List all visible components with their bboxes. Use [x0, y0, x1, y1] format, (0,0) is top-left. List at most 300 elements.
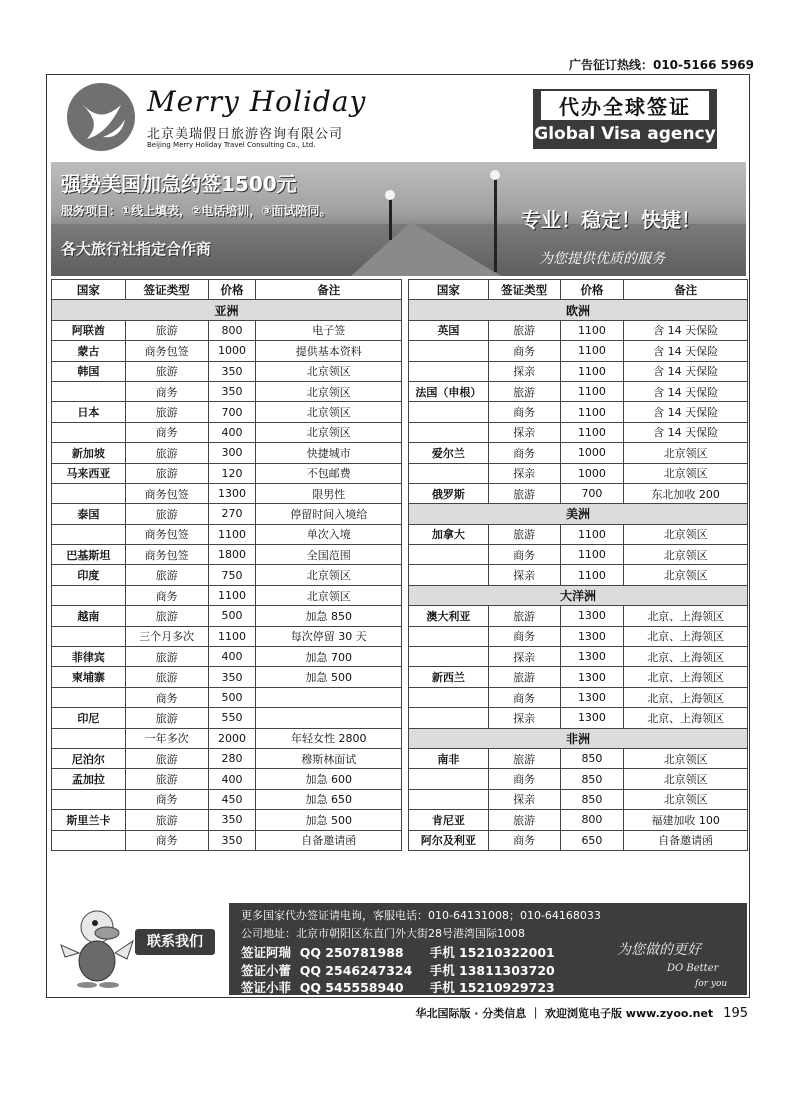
country-cell: 肯尼亚 — [409, 810, 489, 830]
price-cell: 850 — [560, 748, 624, 768]
visa-type-cell: 商务 — [488, 626, 560, 646]
visa-type-cell: 旅游 — [488, 483, 560, 503]
price-cell: 1100 — [560, 341, 624, 361]
asia-visa-table — [51, 279, 402, 851]
table-row — [52, 667, 402, 687]
price-cell: 1000 — [560, 463, 624, 483]
price-cell: 1100 — [560, 565, 624, 585]
price-cell: 1100 — [560, 402, 624, 422]
visa-type-cell: 商务 — [125, 422, 208, 442]
note-cell: 北京领区 — [624, 748, 748, 768]
visa-type-cell: 旅游 — [125, 647, 208, 667]
contact-hotline: 更多国家代办签证请电询，客服电话：010-64131008；010-64168033 — [241, 909, 601, 922]
col-price: 价格 — [208, 280, 256, 300]
visa-type-cell: 探亲 — [488, 789, 560, 809]
note-cell: 北京领区 — [256, 422, 402, 442]
country-cell — [409, 402, 489, 422]
price-cell: 1100 — [208, 626, 256, 646]
price-cell: 750 — [208, 565, 256, 585]
country-cell: 澳大利亚 — [409, 606, 489, 626]
table-row — [409, 483, 748, 503]
note-cell: 北京领区 — [256, 381, 402, 401]
country-cell: 俄罗斯 — [409, 483, 489, 503]
note-cell: 快捷城市 — [256, 443, 402, 463]
country-cell: 阿尔及利亚 — [409, 830, 489, 850]
visa-type-cell: 商务 — [488, 443, 560, 463]
country-cell — [409, 687, 489, 707]
company-name-en: Beijing Merry Holiday Travel Consulting Co., Ltd. — [147, 141, 316, 149]
region-heading: 非洲 — [409, 728, 748, 748]
contact-address: 公司地址：北京市朝阳区东直门外大街28号港湾国际1008 — [241, 927, 525, 940]
table-row — [52, 769, 402, 789]
banner-title: 强势美国加急约签1500元 — [61, 172, 297, 196]
visa-type-cell: 旅游 — [125, 748, 208, 768]
footer-text: 华北国际版 · 分类信息 ｜ 欢迎浏览电子版 www.zyoo.net — [415, 1007, 714, 1020]
note-cell: 北京领区 — [256, 585, 402, 605]
table-row — [52, 524, 402, 544]
lamp-icon — [490, 170, 500, 180]
table-row — [52, 381, 402, 401]
table-row — [52, 565, 402, 585]
tagline-en-2: for you — [695, 979, 728, 989]
col-visa-type: 签证类型 — [488, 280, 560, 300]
table-row — [52, 606, 402, 626]
table-row — [52, 585, 402, 605]
visa-type-cell: 商务 — [125, 830, 208, 850]
visa-type-cell: 旅游 — [488, 667, 560, 687]
visa-agency-en: Global Visa agency — [534, 124, 716, 144]
price-cell: 350 — [208, 361, 256, 381]
duck-mascot-icon — [57, 905, 135, 989]
table-row — [409, 341, 748, 361]
country-cell: 尼泊尔 — [52, 748, 126, 768]
region-row — [52, 300, 402, 320]
note-cell: 北京领区 — [624, 443, 748, 463]
note-cell: 北京领区 — [256, 565, 402, 585]
price-cell: 650 — [560, 830, 624, 850]
country-cell: 马来西亚 — [52, 463, 126, 483]
price-cell: 1000 — [560, 443, 624, 463]
price-cell: 1100 — [208, 585, 256, 605]
country-cell: 英国 — [409, 320, 489, 340]
table-row — [52, 789, 402, 809]
table-row — [52, 320, 402, 340]
price-cell: 1300 — [560, 647, 624, 667]
price-cell: 1300 — [560, 708, 624, 728]
visa-type-cell: 旅游 — [125, 320, 208, 340]
visa-type-cell: 旅游 — [125, 463, 208, 483]
price-cell: 850 — [560, 789, 624, 809]
price-cell: 1000 — [208, 341, 256, 361]
price-cell: 120 — [208, 463, 256, 483]
table-row — [52, 626, 402, 646]
table-row — [52, 810, 402, 830]
country-cell — [52, 381, 126, 401]
country-cell — [409, 626, 489, 646]
note-cell: 加急 850 — [256, 606, 402, 626]
col-price: 价格 — [560, 280, 624, 300]
table-row — [52, 687, 402, 707]
price-cell: 850 — [560, 769, 624, 789]
page-footer — [415, 1005, 748, 1021]
company-name-cn: 北京美瑞假日旅游咨询有限公司 — [147, 127, 344, 142]
visa-type-cell: 一年多次 — [125, 728, 208, 748]
ad-hotline: 广告征订热线：010-5166 5969 — [568, 58, 754, 72]
price-cell: 550 — [208, 708, 256, 728]
table-row — [409, 443, 748, 463]
table-row — [52, 443, 402, 463]
note-cell: 单次入境 — [256, 524, 402, 544]
table-row — [409, 361, 748, 381]
other-visa-table — [408, 279, 748, 851]
table-row — [409, 545, 748, 565]
country-cell: 南非 — [409, 748, 489, 768]
country-cell: 巴基斯坦 — [52, 545, 126, 565]
country-cell: 印度 — [52, 565, 126, 585]
table-row — [52, 463, 402, 483]
country-cell — [52, 524, 126, 544]
note-cell: 东北加收 200 — [624, 483, 748, 503]
table-row — [52, 708, 402, 728]
visa-type-cell: 探亲 — [488, 361, 560, 381]
banner-services: 服务项目：①线上填表，②电话培训，③面试陪同。 — [61, 204, 332, 218]
visa-type-cell: 探亲 — [488, 565, 560, 585]
price-cell: 270 — [208, 504, 256, 524]
table-row — [52, 647, 402, 667]
country-cell — [409, 545, 489, 565]
visa-type-cell: 旅游 — [488, 381, 560, 401]
country-cell — [409, 647, 489, 667]
table-row — [409, 381, 748, 401]
note-cell: 福建加收 100 — [624, 810, 748, 830]
note-cell: 北京领区 — [624, 463, 748, 483]
note-cell: 北京、上海领区 — [624, 687, 748, 707]
country-cell — [409, 361, 489, 381]
contact-agent-2: 签证小蕾 QQ 2546247324 手机 13811303720 — [241, 963, 555, 978]
tagline-cn: 为您做的更好 — [617, 942, 701, 958]
visa-type-cell: 商务 — [125, 789, 208, 809]
note-cell: 加急 500 — [256, 667, 402, 687]
contact-agent-1: 签证阿瑞 QQ 250781988 手机 15210322001 — [241, 945, 555, 960]
visa-type-cell: 商务 — [488, 545, 560, 565]
region-row — [409, 300, 748, 320]
note-cell: 北京、上海领区 — [624, 708, 748, 728]
price-cell: 1300 — [208, 483, 256, 503]
region-heading: 亚洲 — [52, 300, 402, 320]
country-cell — [409, 769, 489, 789]
price-cell: 1300 — [560, 606, 624, 626]
price-cell: 280 — [208, 748, 256, 768]
note-cell: 加急 500 — [256, 810, 402, 830]
table-row — [52, 830, 402, 850]
region-heading: 美洲 — [409, 504, 748, 524]
banner-slogan: 专业！稳定！快捷！ — [521, 208, 701, 232]
price-cell: 1100 — [560, 320, 624, 340]
note-cell: 北京、上海领区 — [624, 626, 748, 646]
country-cell — [52, 585, 126, 605]
country-cell — [409, 789, 489, 809]
note-cell: 含 14 天保险 — [624, 381, 748, 401]
table-row — [52, 341, 402, 361]
country-cell — [409, 463, 489, 483]
note-cell — [256, 708, 402, 728]
country-cell — [409, 422, 489, 442]
visa-type-cell: 旅游 — [125, 708, 208, 728]
note-cell: 全国范围 — [256, 545, 402, 565]
table-row — [409, 565, 748, 585]
country-cell — [409, 708, 489, 728]
country-cell: 日本 — [52, 402, 126, 422]
price-cell: 1100 — [560, 381, 624, 401]
visa-type-cell: 旅游 — [125, 565, 208, 585]
ad-frame — [46, 74, 750, 998]
country-cell: 越南 — [52, 606, 126, 626]
note-cell: 北京领区 — [624, 769, 748, 789]
country-cell: 孟加拉 — [52, 769, 126, 789]
note-cell: 含 14 天保险 — [624, 341, 748, 361]
visa-agency-badge — [533, 89, 717, 149]
visa-type-cell: 商务 — [488, 341, 560, 361]
visa-type-cell: 旅游 — [488, 606, 560, 626]
lamp-icon — [385, 190, 395, 200]
visa-type-cell: 旅游 — [125, 769, 208, 789]
visa-type-cell: 旅游 — [125, 606, 208, 626]
visa-type-cell: 旅游 — [488, 320, 560, 340]
table-row — [409, 626, 748, 646]
visa-type-cell: 旅游 — [488, 524, 560, 544]
price-cell: 800 — [560, 810, 624, 830]
note-cell: 北京领区 — [256, 361, 402, 381]
price-cell: 350 — [208, 830, 256, 850]
price-cell: 350 — [208, 810, 256, 830]
visa-type-cell: 旅游 — [125, 361, 208, 381]
table-row — [52, 402, 402, 422]
note-cell: 北京、上海领区 — [624, 667, 748, 687]
visa-type-cell: 旅游 — [125, 504, 208, 524]
note-cell: 北京领区 — [624, 789, 748, 809]
country-cell: 斯里兰卡 — [52, 810, 126, 830]
note-cell: 限男性 — [256, 483, 402, 503]
note-cell: 穆斯林面试 — [256, 748, 402, 768]
visa-type-cell: 旅游 — [125, 402, 208, 422]
brand-name: Merry Holiday — [147, 85, 367, 118]
col-note: 备注 — [256, 280, 402, 300]
country-cell: 柬埔寨 — [52, 667, 126, 687]
note-cell: 加急 650 — [256, 789, 402, 809]
visa-type-cell: 商务 — [488, 687, 560, 707]
page-number: 195 — [723, 1006, 748, 1021]
table-row — [409, 830, 748, 850]
region-row — [409, 585, 748, 605]
country-cell — [52, 626, 126, 646]
note-cell: 含 14 天保险 — [624, 320, 748, 340]
note-cell: 不包邮费 — [256, 463, 402, 483]
note-cell: 北京、上海领区 — [624, 647, 748, 667]
price-cell: 500 — [208, 687, 256, 707]
country-cell: 韩国 — [52, 361, 126, 381]
contact-us-button[interactable]: 联系我们 — [135, 929, 215, 955]
banner-partner: 各大旅行社指定合作商 — [61, 240, 212, 258]
lamp-post-icon — [494, 176, 497, 272]
country-cell: 法国（申根） — [409, 381, 489, 401]
country-cell — [52, 483, 126, 503]
visa-type-cell: 商务 — [125, 585, 208, 605]
visa-type-cell: 旅游 — [488, 810, 560, 830]
table-row — [409, 769, 748, 789]
visa-type-cell: 探亲 — [488, 647, 560, 667]
note-cell: 北京领区 — [624, 524, 748, 544]
country-cell: 爱尔兰 — [409, 443, 489, 463]
table-row — [409, 810, 748, 830]
price-cell: 1300 — [560, 626, 624, 646]
banner-service-line: 为您提供优质的服务 — [539, 251, 665, 267]
note-cell: 含 14 天保险 — [624, 422, 748, 442]
visa-type-cell: 商务 — [488, 830, 560, 850]
price-cell: 1100 — [560, 422, 624, 442]
header — [47, 75, 749, 160]
table-row — [52, 728, 402, 748]
contact-info-box — [229, 903, 747, 995]
note-cell: 每次停留 30 天 — [256, 626, 402, 646]
table-row — [409, 524, 748, 544]
country-cell — [52, 728, 126, 748]
note-cell: 加急 600 — [256, 769, 402, 789]
note-cell: 停留时间入境给 — [256, 504, 402, 524]
visa-type-cell: 旅游 — [488, 748, 560, 768]
table-row — [409, 402, 748, 422]
table-row — [409, 748, 748, 768]
col-country: 国家 — [52, 280, 126, 300]
country-cell — [52, 687, 126, 707]
region-row — [409, 504, 748, 524]
price-cell: 1100 — [208, 524, 256, 544]
price-cell: 800 — [208, 320, 256, 340]
table-row — [52, 504, 402, 524]
table-row — [409, 606, 748, 626]
price-cell: 500 — [208, 606, 256, 626]
visa-agency-cn: 代办全球签证 — [541, 91, 709, 120]
promo-banner — [51, 162, 746, 276]
country-cell: 印尼 — [52, 708, 126, 728]
price-cell: 400 — [208, 422, 256, 442]
table-row — [52, 422, 402, 442]
table-row — [52, 361, 402, 381]
country-cell: 新加坡 — [52, 443, 126, 463]
table-row — [52, 545, 402, 565]
table-row — [409, 463, 748, 483]
table-row — [409, 667, 748, 687]
banner-pier — [351, 222, 501, 276]
price-cell: 1100 — [560, 524, 624, 544]
price-cell: 400 — [208, 769, 256, 789]
table-row — [409, 708, 748, 728]
visa-type-cell: 探亲 — [488, 463, 560, 483]
note-cell: 年轻女性 2800 — [256, 728, 402, 748]
col-visa-type: 签证类型 — [125, 280, 208, 300]
logo-icon — [67, 83, 135, 151]
region-heading: 大洋洲 — [409, 585, 748, 605]
table-row — [52, 748, 402, 768]
note-cell: 自备邀请函 — [256, 830, 402, 850]
price-cell: 1300 — [560, 687, 624, 707]
visa-type-cell: 旅游 — [125, 810, 208, 830]
contact-section — [47, 901, 749, 997]
price-cell: 300 — [208, 443, 256, 463]
lamp-post-icon — [389, 196, 392, 240]
note-cell: 提供基本资料 — [256, 341, 402, 361]
country-cell — [52, 422, 126, 442]
price-cell: 400 — [208, 647, 256, 667]
visa-type-cell: 商务包签 — [125, 524, 208, 544]
country-cell: 加拿大 — [409, 524, 489, 544]
visa-type-cell: 商务 — [125, 381, 208, 401]
note-cell: 北京领区 — [624, 565, 748, 585]
price-cell: 1800 — [208, 545, 256, 565]
tagline-en: DO Better — [667, 963, 719, 974]
visa-type-cell: 三个月多次 — [125, 626, 208, 646]
price-cell: 2000 — [208, 728, 256, 748]
visa-type-cell: 探亲 — [488, 708, 560, 728]
note-cell: 北京、上海领区 — [624, 606, 748, 626]
table-row — [409, 422, 748, 442]
note-cell: 含 14 天保险 — [624, 361, 748, 381]
note-cell: 自备邀请函 — [624, 830, 748, 850]
country-cell: 蒙古 — [52, 341, 126, 361]
country-cell: 阿联酋 — [52, 320, 126, 340]
visa-type-cell: 商务 — [125, 687, 208, 707]
price-cell: 450 — [208, 789, 256, 809]
price-cell: 1100 — [560, 361, 624, 381]
note-cell — [256, 687, 402, 707]
col-note: 备注 — [624, 280, 748, 300]
visa-type-cell: 探亲 — [488, 422, 560, 442]
region-heading: 欧洲 — [409, 300, 748, 320]
country-cell: 新西兰 — [409, 667, 489, 687]
visa-type-cell: 商务 — [488, 769, 560, 789]
country-cell: 泰国 — [52, 504, 126, 524]
country-cell — [52, 789, 126, 809]
visa-type-cell: 商务包签 — [125, 341, 208, 361]
table-row — [409, 789, 748, 809]
col-country: 国家 — [409, 280, 489, 300]
country-cell — [52, 830, 126, 850]
price-cell: 1300 — [560, 667, 624, 687]
price-cell: 700 — [560, 483, 624, 503]
note-cell: 北京领区 — [624, 545, 748, 565]
price-cell: 1100 — [560, 545, 624, 565]
note-cell: 加急 700 — [256, 647, 402, 667]
country-cell — [409, 341, 489, 361]
country-cell: 菲律宾 — [52, 647, 126, 667]
price-cell: 700 — [208, 402, 256, 422]
visa-type-cell: 商务包签 — [125, 545, 208, 565]
table-row — [409, 320, 748, 340]
table-row — [409, 687, 748, 707]
visa-type-cell: 商务包签 — [125, 483, 208, 503]
visa-type-cell: 商务 — [488, 402, 560, 422]
country-cell — [409, 565, 489, 585]
contact-agent-3: 签证小菲 QQ 545558940 手机 15210929723 — [241, 980, 555, 995]
note-cell: 北京领区 — [256, 402, 402, 422]
table-row — [52, 483, 402, 503]
visa-type-cell: 旅游 — [125, 443, 208, 463]
note-cell: 含 14 天保险 — [624, 402, 748, 422]
region-row — [409, 728, 748, 748]
visa-type-cell: 旅游 — [125, 667, 208, 687]
price-cell: 350 — [208, 667, 256, 687]
price-cell: 350 — [208, 381, 256, 401]
note-cell: 电子签 — [256, 320, 402, 340]
